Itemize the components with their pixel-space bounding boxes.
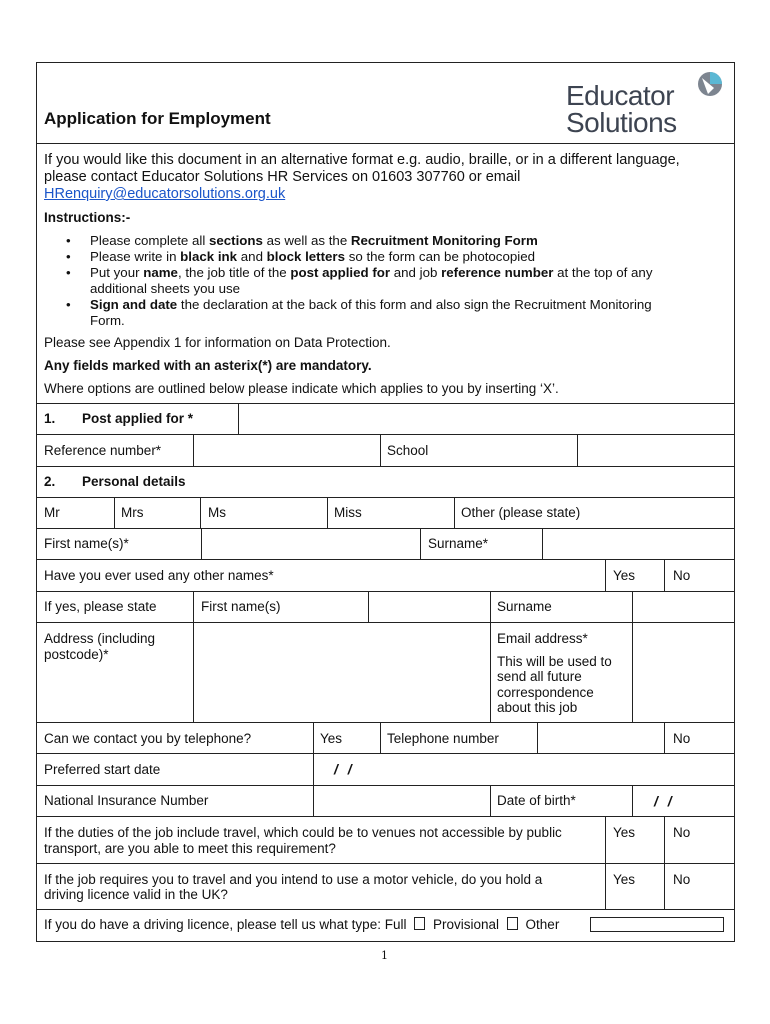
list-item: • Put your name, the job title of the post applied for and job reference number at the top of any additional sheets you use [44, 265, 734, 297]
section1-number: 1. [44, 411, 56, 426]
travel-question-line1: If the duties of the job include travel, which could be to venues not accessible by public [44, 825, 562, 840]
col-line [193, 591, 194, 622]
previous-surname-label: Surname [497, 599, 552, 614]
address-field[interactable] [194, 623, 490, 722]
col-line [632, 785, 633, 816]
col-line [490, 591, 491, 622]
email-note-line2: send all future [497, 669, 582, 684]
col-line [114, 497, 115, 528]
list-item: • Please write in black ink and block letters so the form can be photocopied [44, 249, 734, 265]
email-label: Email address* [497, 631, 588, 646]
vehicle-yes[interactable]: Yes [613, 872, 636, 887]
contact-telephone-question: Can we contact you by telephone? [44, 731, 252, 746]
row-line [37, 497, 734, 498]
col-line [605, 816, 606, 909]
title-option-other[interactable]: Other (please state) [461, 505, 581, 520]
dob-field[interactable]: / / [654, 793, 672, 809]
instructions-list [44, 233, 734, 329]
vehicle-question-line2: driving licence valid in the UK? [44, 887, 228, 902]
licence-question: If you do have a driving licence, please tell us what type: Full [44, 917, 407, 932]
travel-question-line2: transport, are you able to meet this requirement? [44, 841, 336, 856]
other-names-no[interactable]: No [673, 568, 691, 583]
school-label: School [387, 443, 429, 458]
title-option-ms[interactable]: Ms [208, 505, 226, 520]
start-date-field[interactable]: / / [334, 761, 352, 777]
previous-surname-field[interactable] [633, 592, 733, 622]
contact-telephone-yes[interactable]: Yes [320, 731, 343, 746]
title-option-mrs[interactable]: Mrs [121, 505, 144, 520]
row-line [37, 753, 734, 754]
first-name-field[interactable] [202, 529, 420, 559]
section2-label: Personal details [82, 474, 186, 489]
col-line [420, 528, 421, 559]
travel-yes[interactable]: Yes [613, 825, 636, 840]
col-line [664, 722, 665, 753]
row-line [37, 466, 734, 467]
page-title: Application for Employment [44, 109, 271, 128]
telephone-number-field[interactable] [538, 723, 664, 753]
other-licence-field[interactable] [590, 917, 724, 932]
previous-first-name-label: First name(s) [201, 599, 281, 614]
vehicle-no[interactable]: No [673, 872, 691, 887]
reference-field[interactable] [194, 435, 380, 466]
col-line [490, 785, 491, 816]
page-number: 1 [381, 949, 388, 962]
address-label-line1: Address (including [44, 631, 156, 646]
list-item: • Sign and date the declaration at the back of this form and also sign the Recruitment Monitoring Form. [44, 297, 734, 329]
email-field[interactable] [633, 623, 733, 722]
title-option-miss[interactable]: Miss [334, 505, 362, 520]
previous-first-name-field[interactable] [369, 592, 490, 622]
col-line [664, 816, 665, 909]
col-line [454, 497, 455, 528]
email-note-line3: correspondence [497, 685, 594, 700]
section2-number: 2. [44, 474, 56, 489]
provisional-licence-checkbox[interactable] [507, 917, 518, 930]
row-line [37, 816, 734, 817]
educator-solutions-logo [562, 70, 727, 138]
if-yes-label: If yes, please state [44, 599, 157, 614]
ni-number-field[interactable] [314, 786, 490, 816]
contact-telephone-no[interactable]: No [673, 731, 691, 746]
row-line [37, 559, 734, 560]
vehicle-question-line1: If the job requires you to travel and you intend to use a motor vehicle, do you hold a [44, 872, 543, 887]
first-name-label: First name(s)* [44, 536, 129, 551]
col-line [200, 497, 201, 528]
row-line [37, 863, 734, 864]
col-line [380, 434, 381, 466]
col-line [313, 722, 314, 753]
list-item: • Please complete all sections as well as the Recruitment Monitoring Form [44, 233, 734, 249]
col-line [380, 722, 381, 753]
other-names-yes[interactable]: Yes [613, 568, 636, 583]
appendix-note: Please see Appendix 1 for information on Data Protection. [44, 335, 391, 350]
col-line [490, 622, 491, 722]
intro-line1: If you would like this document in an alternative format e.g. audio, braille, or in a different language, [44, 152, 680, 168]
ni-number-label: National Insurance Number [44, 793, 209, 808]
logo-line1: Educator [566, 80, 675, 111]
col-line [605, 559, 606, 591]
surname-label: Surname* [428, 536, 489, 551]
mandatory-note: Any fields marked with an asterix(*) are mandatory. [44, 358, 372, 373]
post-applied-field[interactable] [239, 404, 733, 434]
dob-label: Date of birth* [497, 793, 576, 808]
title-option-mr[interactable]: Mr [44, 505, 60, 520]
provisional-label: Provisional [432, 917, 500, 932]
telephone-number-label: Telephone number [387, 731, 499, 746]
email-note-line1: This will be used to [497, 654, 612, 669]
travel-no[interactable]: No [673, 825, 691, 840]
start-date-label: Preferred start date [44, 762, 161, 777]
other-names-question: Have you ever used any other names* [44, 568, 274, 583]
email-note-line4: about this job [497, 700, 578, 715]
row-line [37, 909, 734, 910]
col-line [327, 497, 328, 528]
address-label-line2: postcode)* [44, 647, 109, 662]
licence-type-row [44, 917, 559, 933]
options-note: Where options are outlined below please indicate which applies to you by inserting ‘X’. [44, 381, 559, 396]
section1-label: Post applied for * [82, 411, 194, 426]
logo-line2: Solutions [566, 107, 677, 138]
school-field[interactable] [578, 435, 733, 466]
intro-line2: please contact Educator Solutions HR Services on 01603 307760 or email [44, 169, 521, 185]
surname-field[interactable] [543, 529, 733, 559]
other-label: Other [525, 917, 560, 932]
email-link[interactable]: HRenquiry@educatorsolutions.org.uk [44, 186, 286, 202]
reference-label: Reference number* [44, 443, 162, 458]
col-line [664, 559, 665, 591]
full-licence-checkbox[interactable] [414, 917, 425, 930]
divider [37, 143, 734, 144]
instructions-heading: Instructions:- [44, 210, 131, 225]
